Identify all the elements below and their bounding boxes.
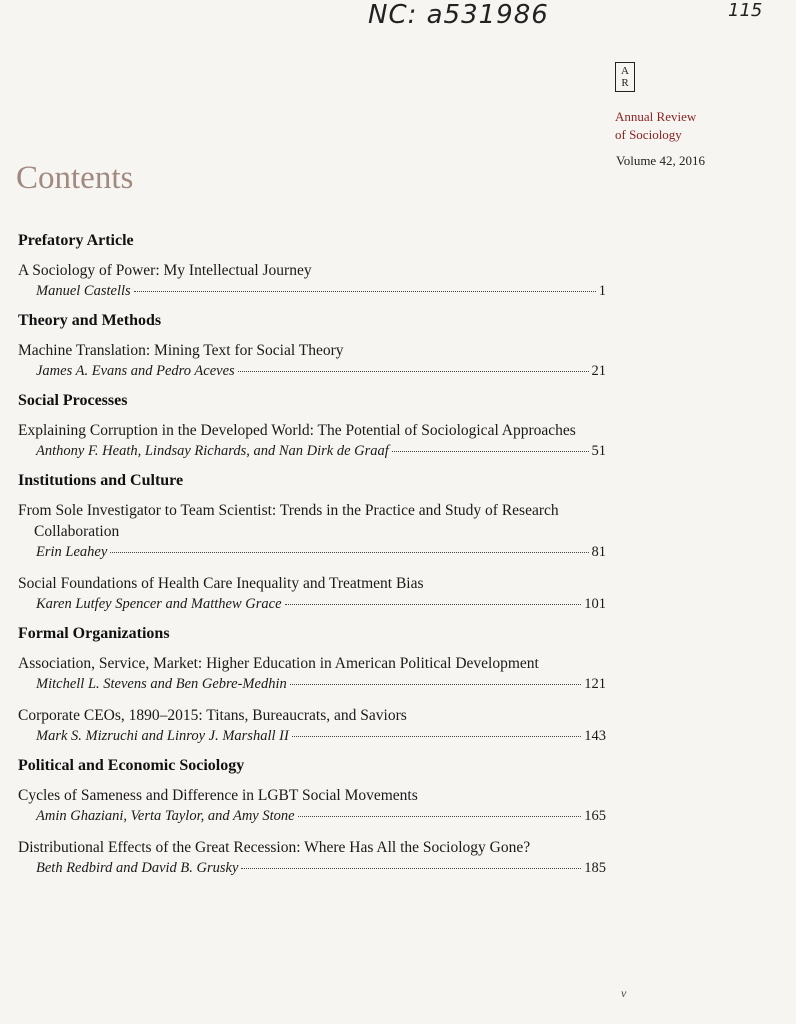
page-number: 185 xyxy=(584,860,606,876)
toc-entry[interactable] xyxy=(18,260,606,302)
dot-leader xyxy=(392,451,589,452)
table-of-contents xyxy=(18,232,606,889)
author-line xyxy=(18,858,606,879)
article-title: Corporate CEOs, 1890–2015: Titans, Bureaucrats, and Saviors xyxy=(18,707,407,724)
toc-section xyxy=(18,232,606,302)
toc-entry[interactable] xyxy=(18,785,606,827)
toc-section xyxy=(18,312,606,382)
toc-section xyxy=(18,472,606,615)
toc-entry[interactable] xyxy=(18,573,606,615)
section-heading: Social Processes xyxy=(18,392,128,409)
article-authors: Anthony F. Heath, Lindsay Richards, and Nan Dirk de Graaf xyxy=(36,443,389,459)
article-title: Distributional Effects of the Great Recession: Where Has All the Sociology Gone? xyxy=(18,839,531,856)
article-authors: Amin Ghaziani, Verta Taylor, and Amy Stone xyxy=(36,808,295,824)
section-heading: Prefatory Article xyxy=(18,232,134,249)
author-line xyxy=(18,806,606,827)
journal-volume: Volume 42, 2016 xyxy=(616,153,705,168)
author-line xyxy=(18,726,606,747)
annual-reviews-logo-icon xyxy=(615,62,635,92)
journal-name-line2: of Sociology xyxy=(615,127,682,142)
journal-name xyxy=(615,108,696,144)
section-heading: Political and Economic Sociology xyxy=(18,757,245,774)
page-number: 21 xyxy=(591,363,606,379)
article-authors: Beth Redbird and David B. Grusky xyxy=(36,860,239,876)
page-number: 165 xyxy=(584,808,606,824)
article-title: Explaining Corruption in the Developed World: The Potential of Sociological Approaches xyxy=(18,422,576,439)
dot-leader xyxy=(110,552,588,553)
author-line xyxy=(18,594,606,615)
page-number: 1 xyxy=(598,283,606,299)
dot-leader xyxy=(241,868,581,869)
author-line xyxy=(18,674,606,695)
author-line xyxy=(18,361,606,382)
page-title: Contents xyxy=(16,160,134,197)
page-number: 81 xyxy=(591,544,606,560)
toc-entry[interactable] xyxy=(18,500,606,563)
author-line xyxy=(18,441,606,462)
toc-entry[interactable] xyxy=(18,705,606,747)
article-title: A Sociology of Power: My Intellectual Journey xyxy=(18,262,312,279)
article-authors: Karen Lutfey Spencer and Matthew Grace xyxy=(36,596,282,612)
logo-letters: AR xyxy=(621,65,629,89)
toc-section xyxy=(18,392,606,462)
toc-entry[interactable] xyxy=(18,653,606,695)
page-number: 51 xyxy=(591,443,606,459)
author-line xyxy=(18,542,606,563)
author-line xyxy=(18,281,606,302)
section-heading: Formal Organizations xyxy=(18,625,170,642)
handwritten-catalog-note: NC: a531986 xyxy=(368,0,549,30)
toc-entry[interactable] xyxy=(18,340,606,382)
article-authors: James A. Evans and Pedro Aceves xyxy=(36,363,235,379)
page-folio: v xyxy=(621,986,627,1000)
article-title: Social Foundations of Health Care Inequality and Treatment Bias xyxy=(18,575,424,592)
page-number: 101 xyxy=(584,596,606,612)
toc-section xyxy=(18,625,606,747)
dot-leader xyxy=(292,736,581,737)
dot-leader xyxy=(238,371,589,372)
toc-entry[interactable] xyxy=(18,420,606,462)
dot-leader xyxy=(134,291,596,292)
journal-name-line1: Annual Review xyxy=(615,109,697,124)
article-authors: Mark S. Mizruchi and Linroy J. Marshall II xyxy=(36,728,289,744)
article-authors: Mitchell L. Stevens and Ben Gebre-Medhin xyxy=(36,676,287,692)
section-heading: Theory and Methods xyxy=(18,312,162,329)
page-number: 143 xyxy=(584,728,606,744)
toc-section xyxy=(18,757,606,879)
article-title: From Sole Investigator to Team Scientist: Trends in the Practice and Study of Research Collaboration xyxy=(18,502,559,540)
article-title: Cycles of Sameness and Difference in LGBT Social Movements xyxy=(18,787,418,804)
article-title: Association, Service, Market: Higher Education in American Political Development xyxy=(18,655,539,672)
article-authors: Manuel Castells xyxy=(36,283,131,299)
article-title: Machine Translation: Mining Text for Social Theory xyxy=(18,342,344,359)
dot-leader xyxy=(290,684,582,685)
toc-entry[interactable] xyxy=(18,837,606,879)
page-number: 121 xyxy=(584,676,606,692)
section-heading: Institutions and Culture xyxy=(18,472,184,489)
handwritten-corner-mark: 115 xyxy=(728,0,763,21)
dot-leader xyxy=(298,816,582,817)
article-authors: Erin Leahey xyxy=(36,544,108,560)
dot-leader xyxy=(285,604,582,605)
